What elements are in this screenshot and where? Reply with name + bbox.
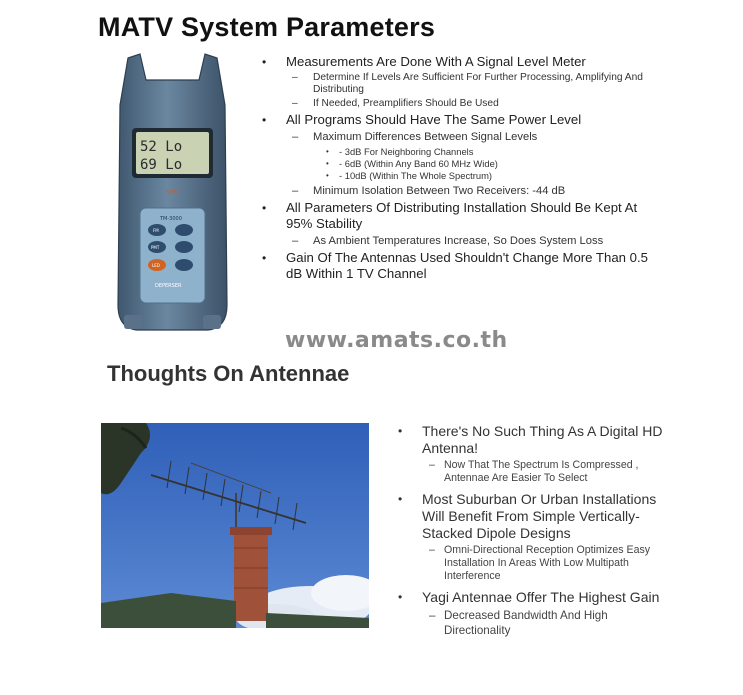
- slide-title: MATV System Parameters: [98, 12, 436, 42]
- sub-sub-bullet-neighboring: • - 3dB For Neighboring Channels: [320, 146, 652, 158]
- matv-bullet-list: [262, 52, 652, 282]
- sub-bullet-temperature: – As Ambient Temperatures Increase, So Does System Loss: [283, 234, 652, 248]
- sub-bullet-isolation: – Minimum Isolation Between Two Receivers: -44 dB: [283, 184, 652, 198]
- bullet-same-power-level: • All Programs Should Have The Same Power Level: [262, 112, 652, 128]
- meter-display-line2: 69 Lo: [140, 157, 183, 173]
- sub-bullet-bandwidth: – Decreased Bandwidth And High Directionality: [422, 608, 668, 638]
- meter-model-text: TM-3000: [160, 216, 182, 222]
- meter-button-label-2: PMT: [151, 245, 160, 250]
- watermark-text: www.amats.co.th: [285, 328, 508, 353]
- sub-bullet-omni-directional: – Omni-Directional Reception Optimizes Easy Installation In Areas With Low Multipath Interference: [422, 544, 668, 583]
- bullet-suburban-urban: • Most Suburban Or Urban Installations Will Benefit From Simple Vertically-Stacked Dipole Designs: [398, 491, 668, 542]
- meter-button-label-1: FM: [153, 228, 159, 233]
- bullet-stability: • All Parameters Of Distributing Installation Should Be Kept At 95% Stability: [262, 200, 652, 232]
- sub-sub-bullet-band: • - 6dB (Within Any Band 60 MHz Wide): [320, 158, 652, 170]
- meter-footer-brand-text: DEPERSER: [155, 283, 182, 289]
- bullet-antenna-gain: • Gain Of The Antennas Used Shouldn't Change More Than 0.5 dB Within 1 TV Channel: [262, 250, 652, 282]
- sub-bullet-levels-sufficient: – Determine If Levels Are Sufficient For Further Processing, Amplifying And Distributing: [283, 72, 652, 96]
- slide-matv-parameters: [0, 0, 743, 345]
- antennae-bullet-list: [398, 417, 668, 640]
- sub-sub-bullet-spectrum: • - 10dB (Within The Whole Spectrum): [320, 170, 652, 182]
- bullet-yagi: • Yagi Antennae Offer The Highest Gain: [398, 589, 668, 606]
- bullet-no-hd-antenna: • There's No Such Thing As A Digital HD Antenna!: [398, 423, 668, 457]
- meter-button-label-3: LED: [152, 263, 160, 268]
- sub-bullet-spectrum-compressed: – Now That The Spectrum Is Compressed , Antennae Are Easier To Select: [422, 459, 668, 485]
- slide-title: Thoughts On Antennae: [107, 361, 350, 386]
- sub-bullet-preamplifiers: – If Needed, Preamplifiers Should Be Used: [283, 98, 652, 110]
- antenna-photo: [101, 423, 369, 628]
- slide-thoughts-antennae: [0, 345, 743, 695]
- meter-display-line1: 52 Lo: [140, 139, 183, 155]
- meter-brand-text: SPM: [166, 189, 179, 196]
- bullet-measurements: • Measurements Are Done With A Signal Level Meter: [262, 54, 652, 70]
- signal-meter-image: [110, 50, 235, 335]
- sub-bullet-max-differences: – Maximum Differences Between Signal Levels: [283, 130, 652, 144]
